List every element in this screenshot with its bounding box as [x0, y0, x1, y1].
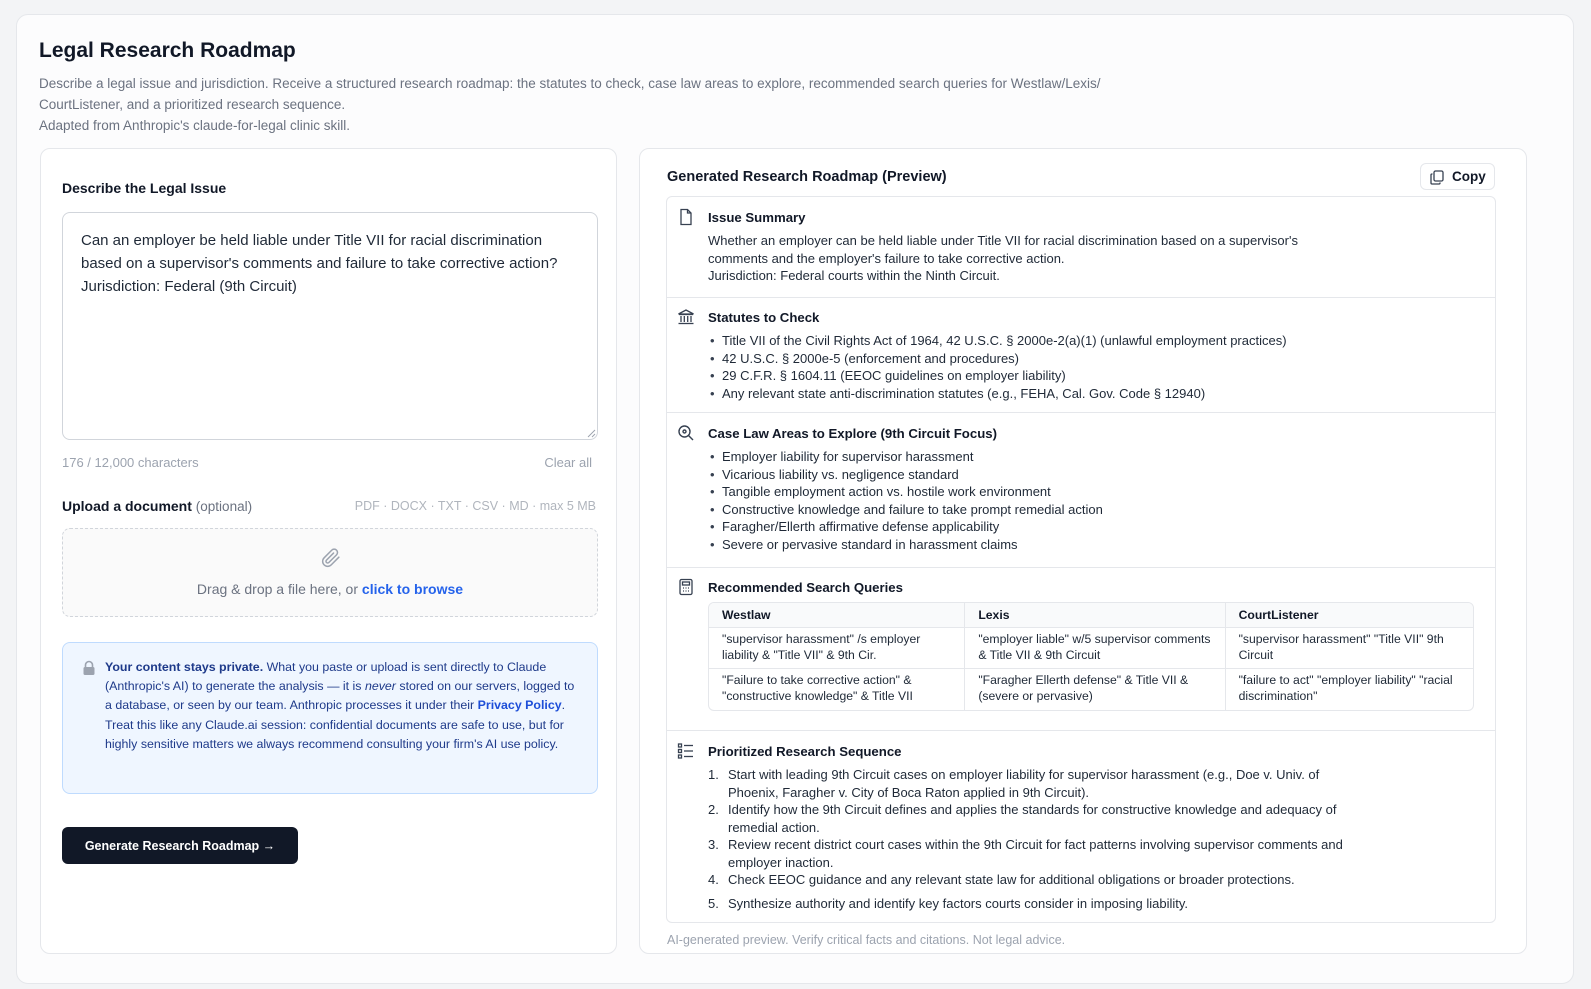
input-panel: [40, 148, 617, 954]
sequence-step: [708, 836, 1373, 871]
privacy-lead: Your content stays private.: [105, 660, 264, 674]
document-icon: [677, 208, 695, 226]
step-text: Check EEOC guidance and any relevant state law for additional obligations or broader protections.: [728, 872, 1295, 887]
table-row: [709, 669, 1473, 710]
privacy-body: What you paste or upload is sent directly to Claude (Anthropic's AI) to generate the analysis — it is: [105, 660, 547, 694]
statute-item: • 42 U.S.C. § 2000e-5 (enforcement and procedures): [708, 350, 1287, 368]
upload-formats: PDF · DOCX · TXT · CSV · MD · max 5 MB: [354, 499, 596, 513]
table-row: [709, 628, 1473, 669]
column-header: Westlaw: [709, 603, 964, 628]
sequence-step: [708, 871, 1373, 889]
case-law-section: [667, 413, 1495, 568]
paperclip-icon: [321, 547, 341, 569]
sequence-step: [708, 801, 1373, 836]
research-sequence-section: [667, 731, 1495, 923]
table-cell: "Failure to take corrective action" & "constructive knowledge" & Title VII: [722, 673, 913, 703]
copy-icon: [1430, 170, 1444, 185]
step-number: 4.: [708, 872, 719, 887]
statutes-section: [667, 298, 1495, 413]
privacy-body: stored on our servers, logged to a database, or seen by our team. Anthropic processes it under their: [105, 679, 575, 713]
table-cell: "supervisor harassment" /s employer liability & "Title VII" & 9th Cir.: [709, 628, 964, 669]
description-line: Adapted from Anthropic's claude-for-legal clinic skill.: [39, 118, 350, 133]
app-page: [16, 14, 1574, 984]
table-cell: "Faragher Ellerth defense" & Title VII & (severe or pervasive): [964, 669, 1224, 710]
page-description: [39, 73, 1219, 136]
description-line: Describe a legal issue and jurisdiction. Receive a structured research roadmap: the statutes to check, case law areas to explore, recommended search queries for Westlaw/Lexis/: [39, 76, 1101, 91]
courthouse-icon: [677, 308, 695, 326]
statutes-list: [708, 332, 1287, 402]
issue-summary-section: [667, 197, 1495, 298]
step-number: 2.: [708, 802, 719, 817]
section-title: Issue Summary: [708, 210, 806, 225]
page-title: Legal Research Roadmap: [39, 39, 296, 62]
clear-all-button[interactable]: Clear all: [544, 455, 592, 470]
calculator-icon: [677, 578, 695, 596]
case-law-item: • Faragher/Ellerth affirmative defense applicability: [708, 518, 1103, 536]
upload-label-text: Upload a document: [62, 498, 192, 514]
copy-button[interactable]: [1420, 163, 1495, 190]
issue-summary-body: [708, 232, 1298, 285]
step-number: 5.: [708, 895, 719, 911]
table-cell: "supervisor harassment" "Title VII" 9th Circuit: [1225, 628, 1473, 669]
character-count: 176 / 12,000 characters: [62, 455, 199, 470]
summary-line: comments and the employer's failure to take corrective action.: [708, 250, 1065, 266]
table-cell: "employer liable" w/5 supervisor comments & Title VII & 9th Circuit: [964, 628, 1224, 669]
privacy-emphasis: never: [364, 679, 396, 694]
search-queries-section: [667, 568, 1495, 731]
dropzone-text: [63, 581, 597, 597]
privacy-text: [105, 658, 583, 754]
drop-instruction: Drag & drop a file here, or: [196, 581, 362, 597]
privacy-notice: [62, 642, 598, 794]
list-icon: [677, 742, 695, 760]
lock-icon: [82, 660, 96, 676]
case-law-item: • Tangible employment action vs. hostile work environment: [708, 483, 1103, 501]
case-law-item: • Constructive knowledge and failure to take prompt remedial action: [708, 501, 1103, 519]
section-title: Statutes to Check: [708, 310, 820, 325]
upload-label: [62, 498, 252, 514]
column-header: CourtListener: [1225, 603, 1473, 628]
copy-label: Copy: [1452, 169, 1486, 184]
queries-table-wrap: [708, 602, 1474, 711]
statute-item: • Title VII of the Civil Rights Act of 1964, 42 U.S.C. § 2000e-2(a)(1) (unlawful employment practices): [708, 332, 1287, 350]
legal-issue-textarea[interactable]: [62, 212, 598, 440]
step-text: Identify how the 9th Circuit defines and applies the standards for constructive knowledge and adequacy of remedial action.: [728, 802, 1337, 835]
summary-line: Jurisdiction: Federal courts within the Ninth Circuit.: [708, 268, 1000, 283]
table-header-row: [709, 603, 1473, 628]
step-text: Start with leading 9th Circuit cases on employer liability for supervisor harassment (e.g., Doe v. Univ. of Phoenix, Faragher v. City of Boca Raton applied in 9th Circuit).: [728, 767, 1320, 800]
roadmap-content: [666, 196, 1496, 923]
step-number: 1.: [708, 767, 719, 782]
step-number: 3.: [708, 837, 719, 852]
preview-title: Generated Research Roadmap (Preview): [667, 169, 947, 185]
summary-line: Whether an employer can be held liable under Title VII for racial discrimination based on a supervisor's: [708, 233, 1298, 248]
case-law-list: [708, 448, 1103, 553]
ai-disclaimer: AI-generated preview. Verify critical facts and citations. Not legal advice.: [667, 933, 1066, 947]
case-law-item: • Severe or pervasive standard in harassment claims: [708, 536, 1103, 554]
section-title: Recommended Search Queries: [708, 580, 903, 595]
case-law-item: • Vicarious liability vs. negligence standard: [708, 466, 1103, 484]
case-law-item: • Employer liability for supervisor harassment: [708, 448, 1103, 466]
queries-table: [708, 602, 1474, 711]
generate-roadmap-button[interactable]: Generate Research Roadmap →: [62, 827, 298, 864]
section-title: Case Law Areas to Explore (9th Circuit Focus): [708, 426, 997, 441]
section-title: Prioritized Research Sequence: [708, 744, 902, 759]
step-text: Synthesize authority and identify key factors courts consider in imposing liability.: [728, 895, 1189, 911]
statute-item: • Any relevant state anti-discrimination statutes (e.g., FEHA, Cal. Gov. Code § 12940): [708, 385, 1287, 403]
column-header: Lexis: [964, 603, 1224, 628]
sequence-list: [708, 766, 1373, 912]
description-line: CourtListener, and a prioritized research sequence.: [39, 97, 346, 112]
privacy-policy-link[interactable]: Privacy Policy: [477, 698, 562, 713]
issue-label: Describe the Legal Issue: [62, 180, 227, 196]
search-icon: [677, 424, 695, 442]
sequence-step: [708, 895, 1373, 913]
upload-optional-text: (optional): [195, 499, 253, 514]
resize-handle-icon[interactable]: [587, 429, 596, 438]
file-dropzone[interactable]: [62, 528, 598, 617]
table-cell: "failure to act" "employer liability" "racial discrimination": [1225, 669, 1473, 710]
statute-item: • 29 C.F.R. § 1604.11 (EEOC guidelines on employer liability): [708, 367, 1287, 385]
browse-link[interactable]: click to browse: [361, 581, 464, 597]
preview-panel: [639, 148, 1527, 954]
privacy-body: . Treat this like any Claude.ai session: confidential documents are safe to use, but for highly sensitive matters we always recommend consulting your firm's AI use policy.: [105, 698, 566, 751]
step-text: Review recent district court cases within the 9th Circuit for fact patterns involving supervisor comments and employer inaction.: [728, 837, 1343, 870]
sequence-step: [708, 766, 1373, 801]
